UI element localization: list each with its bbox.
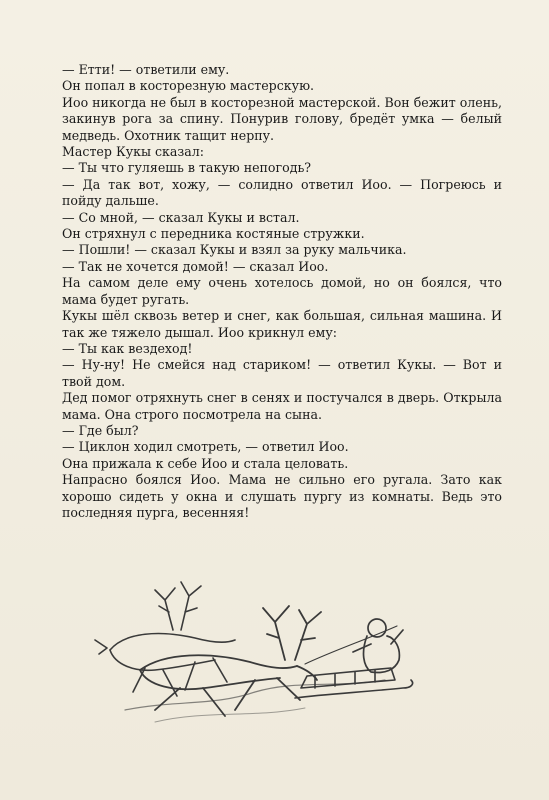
paragraph: — Где был? <box>62 422 139 438</box>
paragraph: — Ну-ну! Не смейся над стариком! — ответил Кукы. — Вот и твой дом. <box>62 357 502 389</box>
paragraph: Мастер Кукы сказал: <box>62 144 205 160</box>
story-text <box>62 62 502 521</box>
paragraph: Кукы шёл сквозь ветер и снег, как большая, сильная машина. И так же тяжело дышал. Иоо крикнул ему: <box>62 308 502 340</box>
paragraph: На самом деле ему очень хотелось домой, но он боялся, что мама будет ругать. <box>62 275 502 307</box>
reins <box>305 626 397 664</box>
paragraph: Он стряхнул с передника костяные стружки. <box>62 226 365 242</box>
paragraph: Дед помог отряхнуть снег в сенях и постучался в дверь. Открыла мама. Она строго посмотрела на сына. <box>62 390 502 422</box>
paragraph: — Со мной, — сказал Кукы и встал. <box>62 209 300 225</box>
reindeer-back <box>95 582 235 696</box>
paragraph: — Да так вот, хожу, — солидно ответил Иоо. — Погреюсь и пойду дальше. <box>62 176 502 209</box>
paragraph: Иоо никогда не был в косторезной мастерской. Вон бежит олень, закинув рога за спину. Понурив голову, бредёт умка — белый медведь. Охотник тащит нерпу. <box>62 94 502 143</box>
paragraph: Напрасно боялся Иоо. Мама не сильно его ругала. Зато как хорошо сидеть у окна и слушать пургу из комнаты. Ведь это последняя пурга, весенняя! <box>62 472 502 520</box>
sled <box>295 668 413 698</box>
paragraph: Он попал в косторезную мастерскую. <box>62 78 315 94</box>
paragraph: — Ты что гуляешь в такую непогодь? <box>62 160 312 176</box>
paragraph: — Циклон ходил смотреть, — ответил Иоо. <box>62 439 349 455</box>
paragraph: — Етти! — ответили ему. <box>62 62 230 77</box>
paragraph: — Ты как вездеход! <box>62 340 193 356</box>
paragraph: — Так не хочется домой! — сказал Иоо. <box>62 258 329 274</box>
reindeer-front <box>140 606 321 716</box>
reindeer-sled-illustration <box>85 560 425 735</box>
paragraph: Она прижала к себе Иоо и стала целовать. <box>62 455 349 471</box>
paragraph: — Пошли! — сказал Кукы и взял за руку мальчика. <box>62 242 407 258</box>
